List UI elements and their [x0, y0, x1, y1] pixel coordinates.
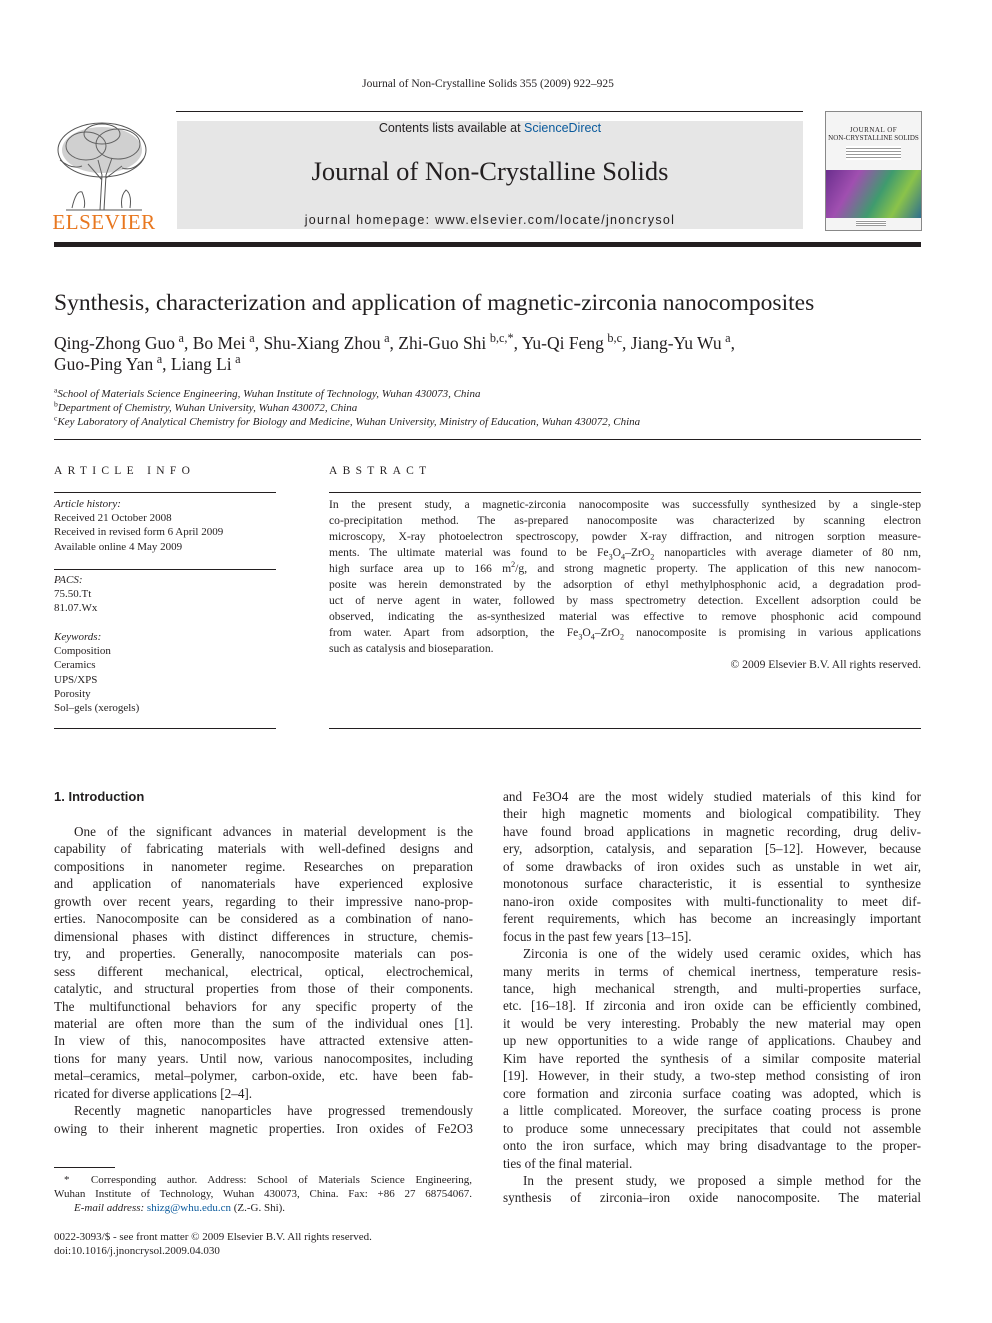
- affiliation-key: b: [54, 399, 58, 409]
- text-line: Recently magnetic nanoparticles have progressed tremendously: [74, 1103, 473, 1119]
- author-separator: ,: [513, 333, 522, 353]
- author-separator: ,: [254, 333, 264, 353]
- text-line: catalytic, and structural properties from those of their components.: [54, 981, 473, 997]
- text-line: dimensional phases with distinct differences in structure, chemis-: [54, 928, 473, 944]
- article-history: [54, 497, 223, 554]
- abstract-line: uct of nerve agent in water, followed by mass spectrometry detection. Excellent adsorption could be: [329, 594, 921, 608]
- text-line: ties of the final material.: [503, 1155, 633, 1171]
- footnote-email-line: [54, 1201, 472, 1215]
- abstract-line: observed, indicating the as-synthesized material was effective to remove phosphonic acid compound: [329, 610, 921, 624]
- text-line: capability of fabricating materials with well-defined designs and: [54, 841, 473, 857]
- author-affiliation-mark: a: [156, 352, 163, 367]
- text-line: In view of this, nanocomposites have attracted extensive atten-: [54, 1033, 473, 1049]
- author-line-1: [54, 333, 924, 354]
- abstract-span: –ZrO: [594, 626, 620, 640]
- text-line: up new opportunities to a wide range of applications. Chaubey and: [503, 1033, 921, 1049]
- text-line: and Fe3O4 are the most widely studied materials of this kind for: [503, 789, 921, 804]
- author-name[interactable]: Yu-Qi Feng: [521, 333, 604, 353]
- text-line: owing to their inherent magnetic properties. Iron oxides of Fe2O3: [54, 1120, 473, 1136]
- text-line: nano-iron oxide composites with multi-functionality to meet dif-: [503, 893, 921, 909]
- author-separator: ,: [730, 333, 735, 353]
- subscript: 4: [590, 632, 595, 642]
- abstract-line: microscopy, X-ray photoelectron spectroscopy, powder X-ray diffraction, and nitrogen sorption measure-: [329, 530, 921, 544]
- author-affiliation-mark: a: [725, 331, 731, 346]
- article-title: Synthesis, characterization and application of magnetic-zirconia nanocomposites: [54, 290, 815, 316]
- abstract-span: O: [582, 626, 591, 640]
- keyword: Composition: [54, 645, 111, 658]
- author-affiliation-mark: a: [235, 352, 241, 367]
- affiliation-c: [54, 415, 640, 429]
- text-line: many merits in terms of chemical inertness, temperature resis-: [503, 963, 921, 979]
- elsevier-tree-icon: [52, 120, 156, 212]
- author-separator: ,: [622, 333, 631, 353]
- affiliation-text: School of Materials Science Engineering, Wuhan Institute of Technology, Wuhan 430073, China: [57, 388, 481, 400]
- author-name[interactable]: Zhi-Guo Shi: [398, 333, 487, 353]
- text-line: sess different mechanical, electrical, optical, electrochemical,: [54, 963, 473, 979]
- footnote-line: [54, 1173, 472, 1187]
- author-name[interactable]: Guo-Ping Yan: [54, 354, 154, 374]
- author-affiliation-mark: b,c: [607, 331, 623, 346]
- author-name[interactable]: Liang Li: [170, 354, 232, 374]
- abstract-line: co-precipitation method. The as-prepared nanocomposite was characterized by scanning electron: [329, 514, 921, 528]
- header-thick-rule: [54, 242, 921, 247]
- text-line: of some drawbacks of iron oxides such as unstable in wet air,: [503, 858, 921, 874]
- pacs-label: PACS:: [54, 574, 83, 586]
- contents-prefix: Contents lists available at: [378, 121, 525, 135]
- keyword: Ceramics: [54, 659, 96, 672]
- abstract-span: from water. Apart from adsorption, the Fe: [329, 626, 579, 640]
- history-label: Article history:: [54, 498, 121, 510]
- section-heading-introduction: 1. Introduction: [54, 789, 145, 804]
- subscript: 4: [621, 552, 626, 562]
- history-received: Received 21 October 2008: [54, 512, 172, 525]
- text-line: their high magnetic moments and biological compatibility. They: [503, 806, 921, 822]
- text-line: Zirconia is one of the widely used ceramic oxides, which has: [523, 946, 921, 962]
- abstract-span: high surface area up to 166 m: [329, 562, 512, 576]
- article-info-rule-1: [54, 492, 276, 493]
- author-separator: ,: [162, 354, 171, 374]
- pacs-block: [54, 573, 97, 616]
- author-line-2: [54, 354, 924, 375]
- abstract-rule-bottom: [329, 728, 921, 729]
- contents-line: [177, 121, 803, 135]
- abstract-body: [329, 497, 921, 674]
- abstract-copyright: © 2009 Elsevier B.V. All rights reserved.: [730, 658, 921, 672]
- abstract-line: [329, 625, 921, 641]
- cover-title-1: JOURNAL OF: [849, 126, 898, 134]
- cover-title-2: NON-CRYSTALLINE SOLIDS: [828, 134, 919, 142]
- homepage-line: [177, 213, 803, 227]
- header-top-rule: [176, 111, 803, 112]
- subscript: 3: [578, 632, 583, 642]
- text-line: erties. Nanocomposite can be considered as a combination of nano-: [54, 911, 473, 927]
- text-line: metal–ceramics, metal–polymer, carbon-oxide, etc. have been fab-: [54, 1068, 473, 1084]
- abstract-line: [329, 561, 921, 577]
- sciencedirect-link[interactable]: ScienceDirect: [524, 121, 602, 135]
- keyword: UPS/XPS: [54, 673, 98, 686]
- subscript: 2: [650, 552, 655, 562]
- affiliations: [54, 387, 640, 429]
- text-line: core formation and zirconia surface coating was adopted, which is: [503, 1085, 921, 1101]
- abstract-span: nanoparticles with average diameter of 80 nm,: [654, 546, 921, 560]
- homepage-url[interactable]: www.elsevier.com/locate/jnoncrysol: [435, 213, 676, 227]
- affiliations-rule: [54, 439, 921, 440]
- email-suffix: (Z.-G. Shi).: [230, 1202, 286, 1214]
- author-affiliation-mark: a: [249, 331, 255, 346]
- author-separator: ,: [183, 333, 193, 353]
- superscript: 2: [511, 560, 516, 570]
- article-info-heading: ARTICLE INFO: [54, 465, 196, 477]
- text-line: The multifunctional behaviors for any specific property of the: [54, 998, 473, 1014]
- abstract-line: In the present study, a magnetic-zirconia nanocomposite was successfully synthesized by a single-step: [329, 498, 921, 511]
- journal-banner: [177, 121, 803, 229]
- keywords-block: [54, 630, 139, 715]
- pacs-code: 81.07.Wx: [54, 602, 98, 615]
- text-line: growth over recent years, regarding to their impressive nano-prop-: [54, 893, 473, 909]
- abstract-line: posite was herein demonstrated by the adsorption of ethyl methylphosphonic acid, a degradation prod-: [329, 578, 921, 592]
- footnote-rule: [54, 1167, 115, 1168]
- email-link[interactable]: shizg@whu.edu.cn: [146, 1202, 231, 1214]
- cover-image: [826, 170, 921, 218]
- text-line: focus in the past few years [13–15].: [503, 928, 692, 944]
- author-name[interactable]: Jiang-Yu Wu: [630, 333, 722, 353]
- abstract-span: O: [612, 546, 622, 560]
- abstract-span: ments. The ultimate material was found to be Fe: [329, 546, 609, 560]
- homepage-prefix: journal homepage:: [304, 213, 436, 227]
- text-line: In the present study, we proposed a simple method for the: [523, 1172, 921, 1188]
- keyword: Porosity: [54, 687, 91, 700]
- text-line: tions for many years. Until now, various nanocomposites, including: [54, 1050, 473, 1066]
- abstract-rule-top: [329, 492, 921, 493]
- keywords-label: Keywords:: [54, 631, 102, 643]
- text-line: have found broad applications in magnetic recording, drug deliv-: [503, 823, 921, 839]
- author-name[interactable]: Bo Mei: [192, 333, 246, 353]
- intro-column-2: [503, 788, 921, 1207]
- history-revised: Received in revised form 6 April 2009: [54, 526, 224, 539]
- front-matter-line: 0022-3093/$ - see front matter © 2009 Elsevier B.V. All rights reserved.: [54, 1231, 372, 1243]
- intro-column-1: [54, 823, 473, 1137]
- text-line: etc. [16–18]. If zirconia and iron oxide can be efficiently combined,: [503, 998, 921, 1014]
- text-line: synthesis of zirconia–iron oxide nanocomposite. The material: [503, 1190, 921, 1206]
- text-line: compositions in nanometer regime. Researches on preparation: [54, 858, 473, 874]
- journal-citation: Journal of Non-Crystalline Solids 355 (2009) 922–925: [362, 78, 614, 90]
- text-line: material are often more than the sum of the individual ones [1].: [54, 1015, 473, 1031]
- text-line: [19]. However, in their study, a two-step method consisting of iron: [503, 1068, 921, 1084]
- text-line: onto the iron surface, which may bring disadvantage to the proper-: [503, 1138, 921, 1154]
- text-line: Kim have reported the synthesis of a similar composite material: [503, 1050, 921, 1066]
- history-online: Available online 4 May 2009: [54, 540, 183, 553]
- author-list: [54, 333, 924, 375]
- subscript: 2: [619, 632, 624, 642]
- corresponding-author-footnote: [54, 1173, 472, 1215]
- abstract-heading: ABSTRACT: [329, 465, 432, 477]
- footnote-text: Corresponding author. Address: School of Materials Science Engineering,: [90, 1174, 472, 1186]
- affiliation-key: a: [54, 385, 58, 395]
- text-line: ricated for diverse applications [2–4].: [54, 1085, 253, 1101]
- text-line: tance, high mechanical strength, and multi-properties surface,: [503, 980, 921, 996]
- author-name[interactable]: Qing-Zhong Guo: [54, 333, 176, 353]
- affiliation-text: Key Laboratory of Analytical Chemistry for Biology and Medicine, Wuhan University, Ministry of Education, Wuhan 430072, China: [57, 416, 641, 428]
- abstract-line: [329, 545, 921, 561]
- text-line: to produce some unnecessary precipitates that could not assemble: [503, 1120, 921, 1136]
- article-info-rule-2: [54, 569, 276, 570]
- abstract-span: nanocomposite is promising in various applications: [624, 626, 921, 640]
- doi-line[interactable]: doi:10.1016/j.jnoncrysol.2009.04.030: [54, 1245, 220, 1257]
- affiliation-b: [54, 401, 640, 415]
- affiliation-a: [54, 387, 640, 401]
- cover-text-lines: [846, 146, 901, 160]
- author-affiliation-mark[interactable]: b,c,*: [489, 331, 514, 346]
- author-separator: ,: [389, 333, 399, 353]
- affiliation-text: Department of Chemistry, Wuhan University, Wuhan 430072, China: [57, 402, 358, 414]
- text-line: One of the significant advances in material development is the: [74, 824, 473, 839]
- text-line: try, and properties. Generally, nanocomposite materials can pos-: [54, 946, 473, 962]
- keyword: Sol–gels (xerogels): [54, 702, 140, 715]
- text-line: a little complicated. Moreover, the surface coating process is prone: [503, 1103, 921, 1119]
- journal-cover: [825, 111, 922, 231]
- text-line: ferent requirements, which has become an increasingly important: [503, 911, 921, 927]
- abstract-span: –ZrO: [625, 546, 651, 560]
- footnote-star: *: [64, 1174, 70, 1186]
- abstract-span: /g, and strong magnetic property. The application of this new nanocom-: [515, 562, 921, 576]
- subscript: 3: [608, 552, 613, 562]
- article-info-rule-3: [54, 728, 276, 729]
- affiliation-key: c: [54, 413, 58, 423]
- email-label: E-mail address:: [74, 1202, 147, 1214]
- footnote-line: Wuhan Institute of Technology, Wuhan 430073, China. Fax: +86 27 68754067.: [54, 1188, 472, 1200]
- elsevier-wordmark: ELSEVIER: [52, 210, 156, 234]
- text-line: monotonous surface characteristic, it is essential to synthesize: [503, 876, 921, 892]
- author-name[interactable]: Shu-Xiang Zhou: [263, 333, 381, 353]
- elsevier-logo: [52, 120, 156, 232]
- pacs-code: 75.50.Tt: [54, 588, 92, 601]
- author-affiliation-mark: a: [178, 331, 184, 346]
- text-line: ery, adsorption, catalysis, and separation [5–12]. However, because: [503, 841, 921, 857]
- author-affiliation-mark: a: [384, 331, 390, 346]
- abstract-line: such as catalysis and bioseparation.: [329, 642, 494, 656]
- cover-footer-lines: [856, 220, 886, 226]
- text-line: it would be very interesting. Probably the new material may open: [503, 1015, 921, 1031]
- journal-name: Journal of Non-Crystalline Solids: [311, 156, 669, 186]
- text-line: and application of nanomaterials have experienced explosive: [54, 876, 473, 892]
